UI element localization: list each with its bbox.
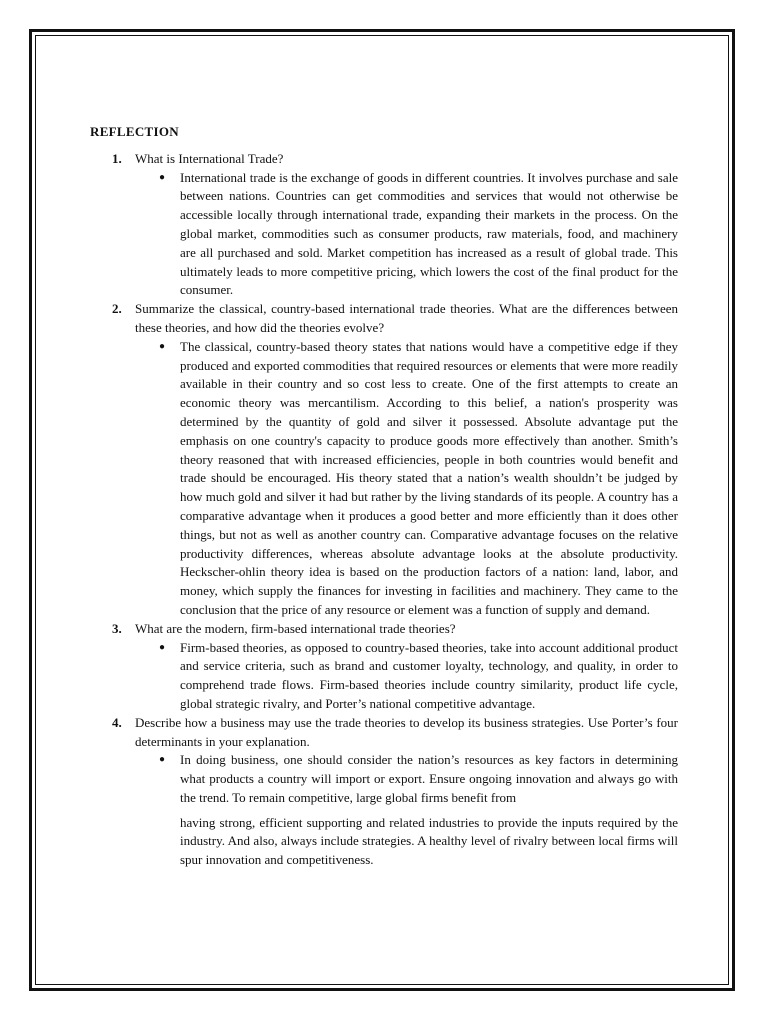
bullet-icon: ● xyxy=(159,340,166,352)
answer-item xyxy=(135,751,678,870)
question-number: 2. xyxy=(112,301,122,317)
answer-text: International trade is the exchange of goods in different countries. It involves purchase and sale between nations. Countries can get commodities and services that would not otherwise be accessible locally through international trade, expanding their markets in the process. On the global market, commodities such as consumer products, raw materials, food, and machinery are all purchased and sold. Market competition has increased as a result of global trade. This ultimately leads to more competitive pricing, which lowers the cost of the final product for the consumer. xyxy=(180,169,678,298)
bullet-icon: ● xyxy=(159,754,166,766)
document-title: REFLECTION xyxy=(90,124,179,139)
question-item xyxy=(90,620,678,714)
bullet-icon: ● xyxy=(159,641,166,653)
answer-item xyxy=(135,169,678,301)
question-list xyxy=(90,150,678,870)
question-text: Summarize the classical, country-based international trade theories. What are the differences between these theories, and how did the theories evolve? xyxy=(135,301,678,335)
question-item xyxy=(90,300,678,620)
answer-text: Firm-based theories, as opposed to country-based theories, take into account additional product and service criteria, such as brand and customer loyalty, technology, and quality, in order to comprehend trade flows. Firm-based theories include country similarity, product life cycle, global strategic rivalry, and Porter’s national competitive advantage. xyxy=(180,639,678,711)
question-text: What is International Trade? xyxy=(135,150,284,166)
answer-list xyxy=(135,751,678,870)
question-item xyxy=(90,714,678,870)
answer-text-part-1: In doing business, one should consider the nation’s resources as key factors in determining what products a country will import or export. Ensure ongoing innovation and always go with the trend. To remain competitive, large global firms benefit from xyxy=(180,752,678,805)
bullet-icon: ● xyxy=(159,171,166,183)
question-text: What are the modern, firm-based international trade theories? xyxy=(135,620,456,636)
document-body xyxy=(90,123,678,870)
question-number: 4. xyxy=(112,714,122,730)
answer-item xyxy=(135,338,678,620)
question-text: Describe how a business may use the trade theories to develop its business strategies. Use Porter’s four determinants in your explanation. xyxy=(135,714,678,749)
answer-text: The classical, country-based theory states that nations would have a competitive edge if they produced and exported commodities that required resources or elements that were more readily available in their country and so cost less to create. One of the first attempts to create an economic theory was mercantilism. According to this belief, a nation's prosperity was determined by the quantity of gold and silver it possessed. Absolute advantage put the emphasis on one country's capacity to produce goods more effectively than another. Smith’s theory reasoned that with increased efficiencies, people in both countries would benefit and trade should be encouraged. His theory stated that a nation’s wealth shouldn’t be judged by how much gold and silver it had but rather by the living standards of its people. A country has a comparative advantage when it produces a good better and more efficiently than it does other things, but not as well as another country can. Comparative advantage focuses on the relative productivity differences, whereas absolute advantage looks at the absolute productivity. Heckscher-ohlin theory idea is based on the production factors of a nation: land, labor, and money, which supply the finances for investing in facilities and machinery. They came to the conclusion that the price of any resource or element was a function of supply and demand. xyxy=(180,338,678,617)
question-number: 3. xyxy=(112,620,122,636)
question-number: 1. xyxy=(112,150,122,166)
answer-list xyxy=(135,639,678,714)
answer-list xyxy=(135,169,678,301)
answer-text-part-2: having strong, efficient supporting and related industries to provide the inputs required by the industry. And also, always include strategies. A healthy level of rivalry between local firms will spur innovation and competitiveness. xyxy=(180,814,678,868)
question-item xyxy=(90,150,678,300)
paragraph-gap xyxy=(180,808,678,814)
answer-item xyxy=(135,639,678,714)
answer-list xyxy=(135,338,678,620)
